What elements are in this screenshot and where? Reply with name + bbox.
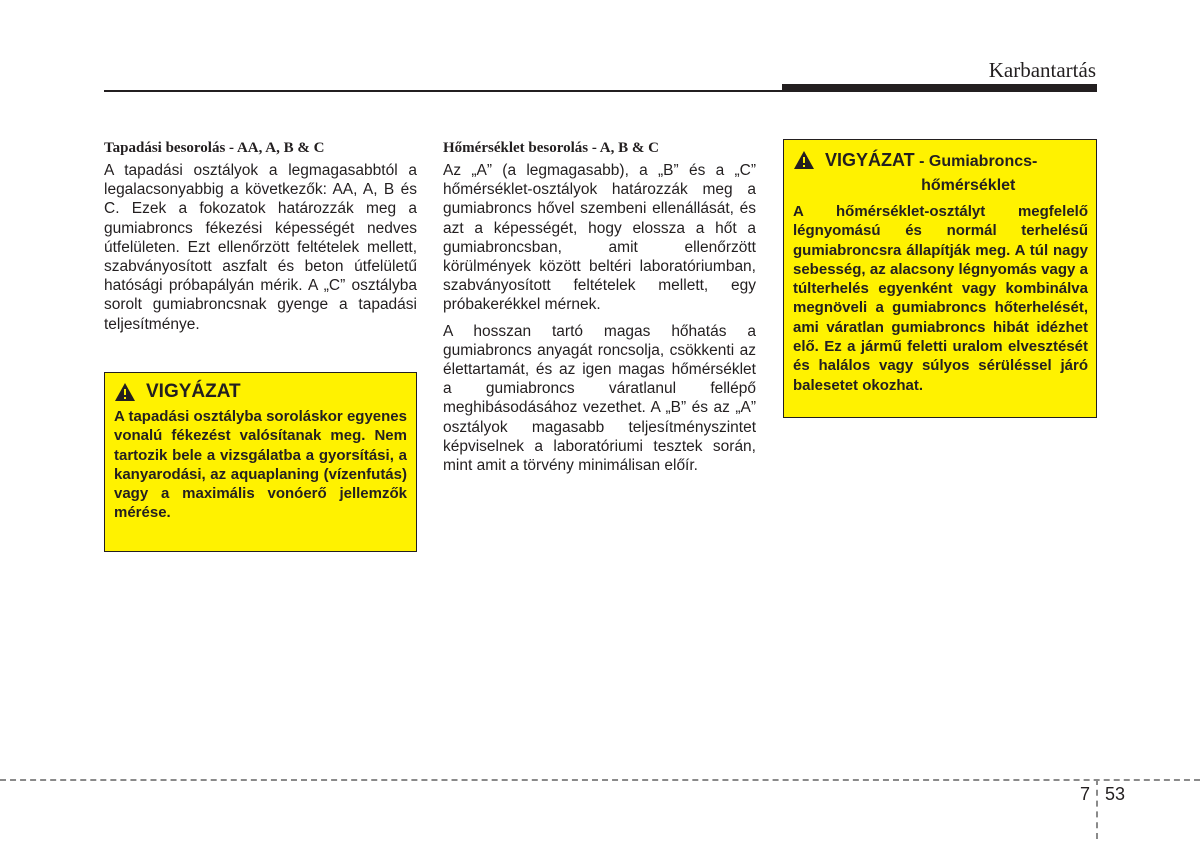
chapter-number: 7 bbox=[1080, 784, 1091, 804]
warning-triangle-icon bbox=[793, 150, 815, 170]
header-rule-thick bbox=[782, 84, 1097, 92]
temperature-para-2: A hosszan tartó magas hőhatás a gumiabroncs anyagát roncsolja, csökkenti az élettartamát, és az igen magas hőmérséklet a gumiabroncs váratlanul fellépő meghibásodásához vezethet. A „B” és az „A” osztályok magasabb teljesítményszintet képviselnek a laboratóriumi tesztek során, mint amit a törvény minimálisan előír. bbox=[443, 322, 756, 475]
page-number: 53 bbox=[1105, 784, 1126, 804]
page-header-title: Karbantartás bbox=[988, 58, 1096, 82]
traction-heading: Tapadási besorolás - AA, A, B & C bbox=[104, 140, 325, 156]
column-temperature bbox=[443, 139, 756, 482]
warning-body: A tapadási osztályba soroláskor egyenes vonalú fékezést valósítanak meg. Nem tartozik bele a vizsgálatba a gyorsítási, a kanyarodási, az aquaplaning (vízenfutás) vagy a maximális vonóerő jellemzők mérése. bbox=[114, 408, 407, 522]
warning-title: VIGYÁZAT bbox=[146, 381, 241, 402]
header-rule-thin bbox=[104, 90, 782, 92]
warning-triangle-icon bbox=[114, 382, 136, 402]
warning-header bbox=[793, 148, 1088, 198]
traction-body: A tapadási osztályok a legmagasabbtól a legalacsonyabbig a következők: AA, A, B és C. Ezek a fokozatok határozzák meg a gumiabroncs fékezési képességét nedves útfelületen. Ezt ellenőrzött feltételek mellett, szabványosított aszfalt és beton útfelületű hatósági próbapályán mérik. A „C” osztályba sorolt gumiabroncsnak gyenge a tapadási teljesítménye. bbox=[104, 162, 417, 333]
traction-warning-box bbox=[104, 372, 417, 552]
warning-header bbox=[114, 381, 407, 403]
temperature-heading: Hőmérséklet besorolás - A, B & C bbox=[443, 140, 659, 156]
warning-body: A hőmérséklet-osztályt megfelelő légnyomású és normál terhelésű gumiabroncsra állapítják meg. A túl nagy sebesség, az alacsony légnyomás vagy a túlterhelés egyenként vagy kombinálva megnöveli a gumiabroncs hőterhelését, ami váratlan gumiabroncs hibát idézhet elő. Ez a jármű feletti uralom elvesztését és halálos vagy súlyos sérüléssel járó balesetet okozhat. bbox=[793, 203, 1088, 394]
temperature-para-1: Az „A” (a legmagasabb), a „B” és a „C” hőmérséklet-osztályok határozzák meg a gumiabroncs hővel szembeni ellenállását, és azt a képességét, hogy elossza a hőt a gumiabroncsban, amit ellenőrzött körülmények között beltéri laboratóriumban, szabványosított feltételek mellett, egy próbakerékkel mérnek. bbox=[443, 162, 756, 314]
warning-subtitle-part1: - Gumiabroncs- bbox=[914, 153, 1038, 170]
warning-subtitle-part2: hőmérséklet bbox=[921, 177, 1016, 194]
footer-dashed-rule bbox=[0, 779, 1200, 781]
warning-title: VIGYÁZAT bbox=[825, 150, 915, 170]
column-traction bbox=[104, 139, 417, 341]
warning-heading-text bbox=[825, 148, 1037, 198]
footer-dashed-divider bbox=[1096, 779, 1098, 839]
temperature-warning-box bbox=[783, 139, 1097, 418]
